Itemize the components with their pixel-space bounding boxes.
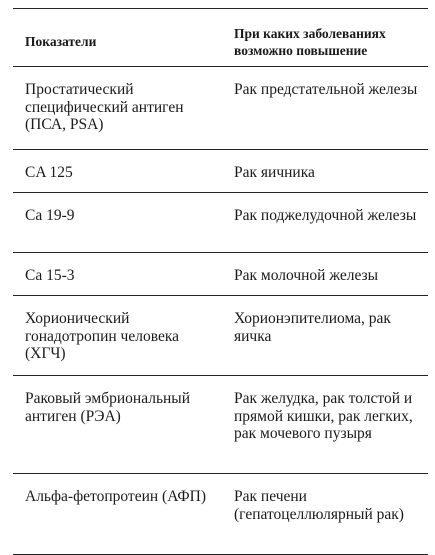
indicator-cell: Раковый эмбриональный антиген (РЭА) <box>13 376 222 474</box>
table-row <box>13 150 428 193</box>
table-row <box>13 253 428 296</box>
disease-cell: Рак предстательной железы <box>222 67 428 150</box>
header-row <box>13 9 428 67</box>
disease-cell: Рак яичника <box>222 150 428 193</box>
indicator-cell: CA 125 <box>13 150 222 193</box>
indicator-cell: Ca 19-9 <box>13 193 222 253</box>
disease-cell: Рак поджелудочной железы <box>222 193 428 253</box>
table-header <box>13 9 428 67</box>
table-row <box>13 193 428 253</box>
indicator-cell: Ca 15-3 <box>13 253 222 296</box>
disease-cell: Хорионэпителиома, рак яичка <box>222 296 428 376</box>
header-diseases: При каких заболеваниях возможно повышение <box>222 9 428 67</box>
table-row <box>13 474 428 555</box>
table-body <box>13 67 428 555</box>
indicator-cell: Хорионический гонадотропин человека (ХГЧ) <box>13 296 222 376</box>
header-indicators: Показатели <box>13 9 222 67</box>
table-row <box>13 376 428 474</box>
disease-cell: Рак желудка, рак толстой и прямой кишки, рак легких, рак мочевого пузыря <box>222 376 428 474</box>
indicator-cell: Простатический специфический антиген (ПСА, PSA) <box>13 67 222 150</box>
table-row <box>13 67 428 150</box>
tumor-markers-table <box>13 8 428 555</box>
indicator-cell: Альфа-фетопротеин (АФП) <box>13 474 222 555</box>
table-row <box>13 296 428 376</box>
disease-cell: Рак печени (гепатоцеллюлярный рак) <box>222 474 428 555</box>
disease-cell: Рак молочной железы <box>222 253 428 296</box>
